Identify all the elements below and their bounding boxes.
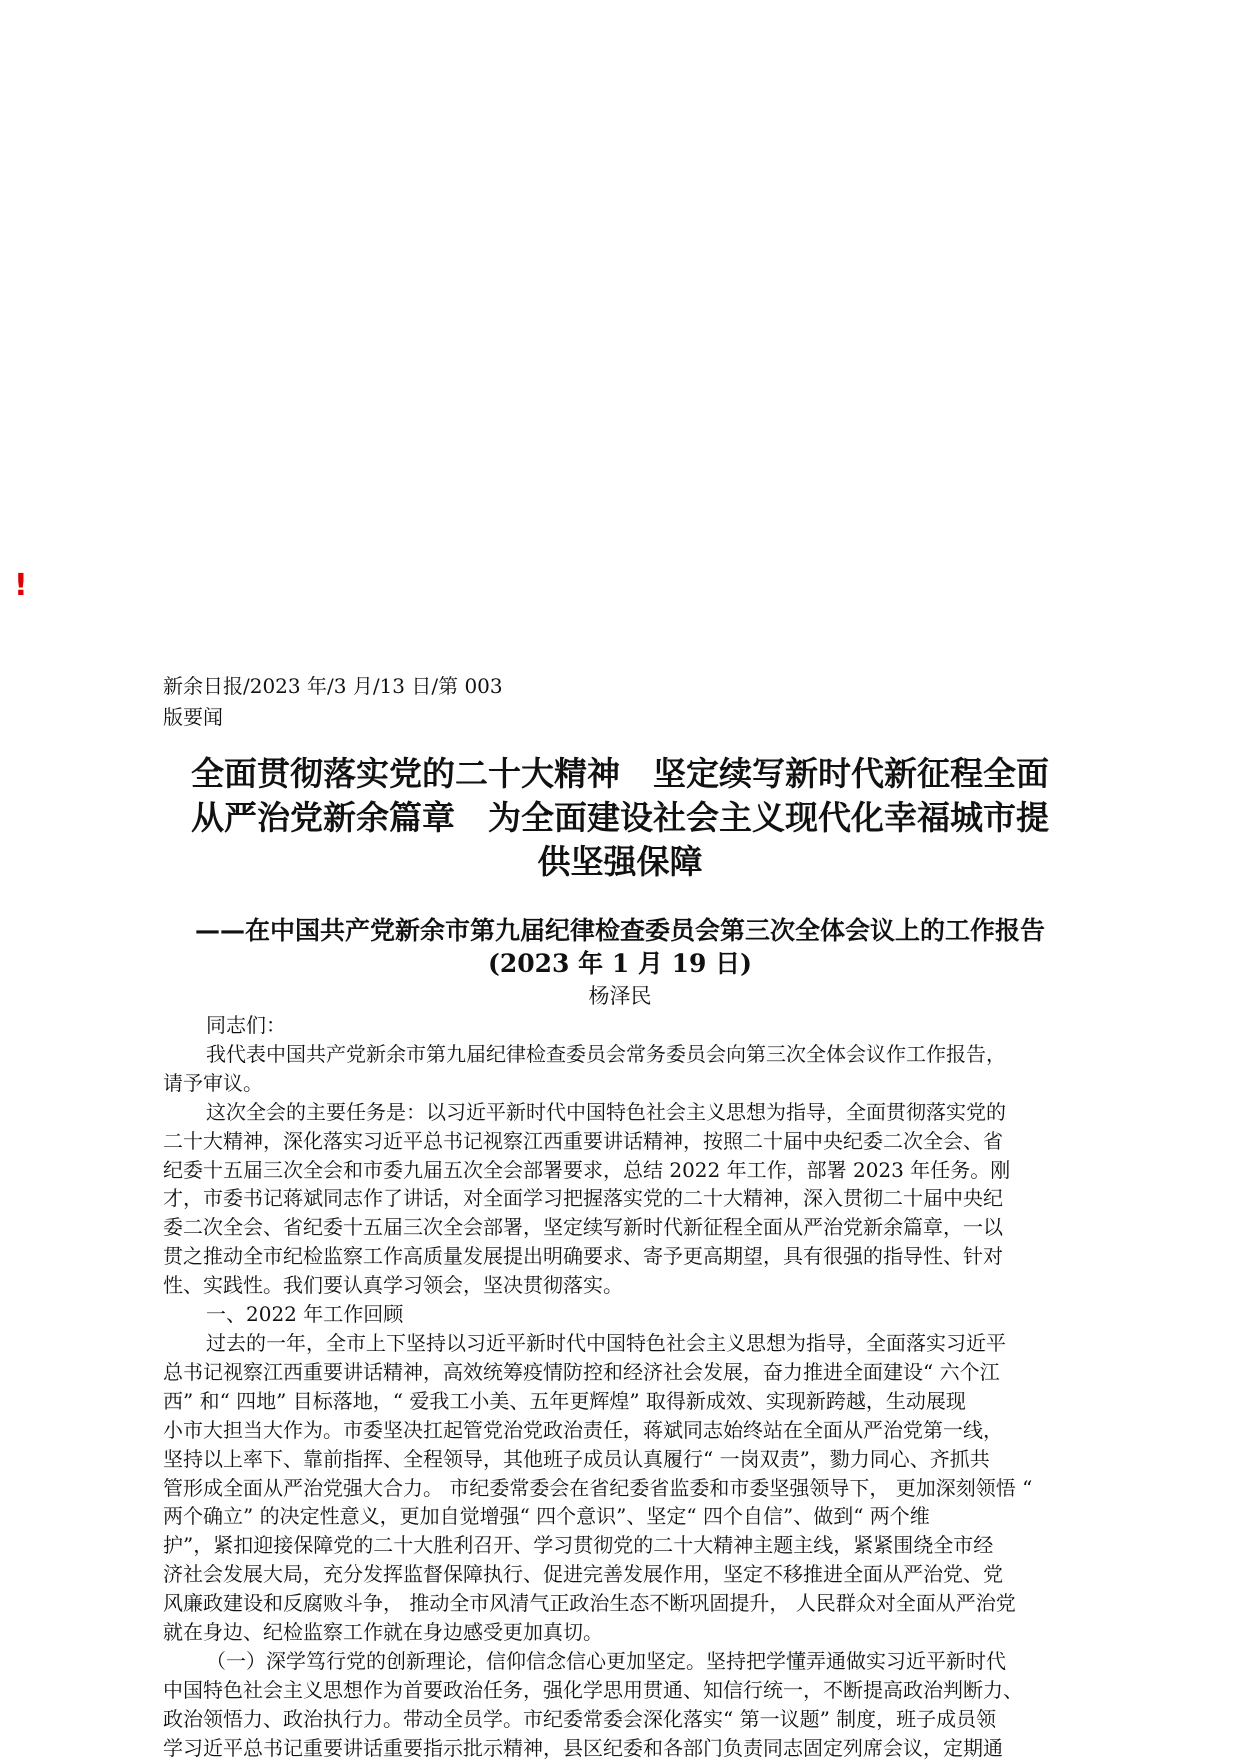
body-line: 学习近平总书记重要讲话重要指示批示精神，县区纪委和各部门负责同志固定列席会议，定期通 <box>163 1735 1003 1760</box>
body-line: 这次全会的主要任务是：以习近平新时代中国特色社会主义思想为指导，全面贯彻落实党的 <box>206 1099 1006 1124</box>
body-line: 护”，紧扣迎接保障党的二十大胜利召开、学习贯彻党的二十大精神主题主线，紧紧围绕全市经 <box>163 1533 994 1558</box>
body-line: 两个确立” 的决定性意义，更加自觉增强“ 四个意识”、坚定“ 四个自信”、做到“ 两个维 <box>163 1504 930 1529</box>
body-line: 西” 和“ 四地” 目标落地，“ 爱我工小美、五年更辉煌” 取得新成效、实现新跨越，生动展现 <box>163 1388 966 1413</box>
body-line: 一、2022 年工作回顾 <box>206 1302 404 1327</box>
body-line: 总书记视察江西重要讲话精神，高效统筹疫情防控和经济社会发展，奋力推进全面建设“ 六个江 <box>163 1359 1000 1384</box>
source-line-1: 新余日报/2023 年/3 月/13 日/第 003 <box>163 674 503 698</box>
body-line: 济社会发展大局，充分发挥监督保障执行、促进完善发展作用，坚定不移推进全面从严治党、党 <box>163 1562 1003 1587</box>
body-line: 性、实践性。我们要认真学习领会，坚决贯彻落实。 <box>163 1273 623 1298</box>
body-line: 纪委十五届三次全会和市委九届五次全会部署要求，总结 2022 年工作，部署 2023 年任务。刚 <box>163 1157 1011 1182</box>
source-line-2: 版要闻 <box>163 705 223 729</box>
document-title <box>160 752 1080 884</box>
body-line: 中国特色社会主义思想作为首要政治任务，强化学思用贯通、知信行统一，不断提高政治判断力、 <box>163 1677 1023 1702</box>
source-info <box>163 671 503 733</box>
body-line: 才，市委书记蒋斌同志作了讲话，对全面学习把握落实党的二十大精神，深入贯彻二十届中央纪 <box>163 1186 1003 1211</box>
body-line: 我代表中国共产党新余市第九届纪律检查委员会常务委员会向第三次全体会议作工作报告， <box>206 1041 1006 1066</box>
document-subtitle <box>150 914 1090 980</box>
report-body <box>163 1011 1083 1763</box>
report-date: (2023 年 1 月 19 日) <box>488 949 752 978</box>
body-line: 委二次全会、省纪委十五届三次全会部署，坚定续写新时代新征程全面从严治党新余篇章，一以 <box>163 1215 1003 1240</box>
title-line-1: 全面贯彻落实党的二十大精神 坚定续写新时代新征程全面 <box>191 754 1049 793</box>
body-line: 贯之推动全市纪检监察工作高质量发展提出明确要求、寄予更高期望，具有很强的指导性、针对 <box>163 1244 1003 1269</box>
author-name: 杨泽民 <box>588 984 652 1008</box>
warning-mark: ! <box>14 568 28 603</box>
body-line: 管形成全面从严治党强大合力。 市纪委常委会在省纪委省监委和市委坚强领导下， 更加深刻领悟 “ <box>163 1475 1033 1500</box>
subtitle-line-1: ——在中国共产党新余市第九届纪律检查委员会第三次全体会议上的工作报告 <box>194 916 1045 945</box>
body-line: （一）深学笃行党的创新理论，信仰信念信心更加坚定。坚持把学懂弄通做实习近平新时代 <box>206 1648 1006 1673</box>
body-line: 就在身边、纪检监察工作就在身边感受更加真切。 <box>163 1620 603 1645</box>
body-line: 坚持以上率下、靠前指挥、全程领导，其他班子成员认真履行“ 一岗双责”，勠力同心、齐抓共 <box>163 1446 990 1471</box>
body-line: 小市大担当大作为。市委坚决扛起管党治党政治责任，蒋斌同志始终站在全面从严治党第一线， <box>163 1417 1003 1442</box>
body-line: 同志们： <box>206 1013 286 1037</box>
body-line: 过去的一年，全市上下坚持以习近平新时代中国特色社会主义思想为指导，全面落实习近平 <box>206 1330 1006 1355</box>
body-line: 风廉政建设和反腐败斗争， 推动全市风清气正政治生态不断巩固提升， 人民群众对全面从严治党 <box>163 1591 1016 1616</box>
body-line: 请予审议。 <box>163 1070 263 1095</box>
body-line: 二十大精神，深化落实习近平总书记视察江西重要讲话精神，按照二十届中央纪委二次全会、省 <box>163 1128 1003 1153</box>
body-line: 政治领悟力、政治执行力。带动全员学。市纪委常委会深化落实“ 第一议题” 制度，班子成员领 <box>163 1706 997 1731</box>
title-line-3: 供坚强保障 <box>537 842 703 881</box>
title-line-2: 从严治党新余篇章 为全面建设社会主义现代化幸福城市提 <box>191 798 1049 837</box>
